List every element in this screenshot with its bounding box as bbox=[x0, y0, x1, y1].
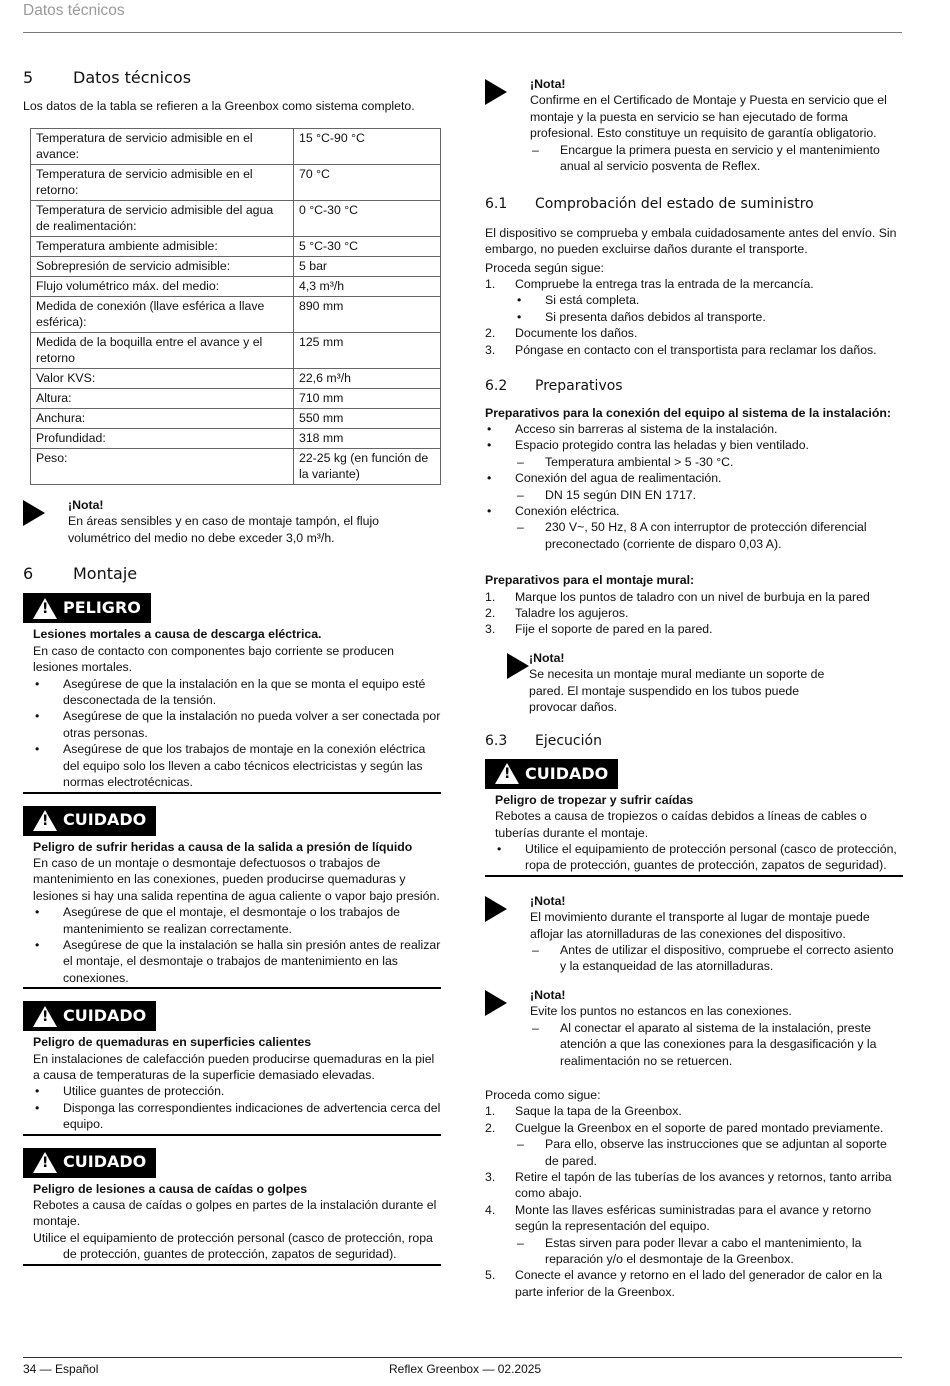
spec-key: Flujo volumétrico máx. del medio: bbox=[31, 276, 294, 296]
steps-list bbox=[485, 589, 903, 638]
spec-key: Medida de la boquilla entre el avance y el retorno bbox=[31, 332, 294, 368]
list-item: • Si presenta daños debidos al transporte. bbox=[517, 309, 766, 324]
warning-triangle-icon bbox=[33, 1152, 57, 1173]
spec-value: 890 mm bbox=[294, 296, 441, 332]
note-text: El movimiento durante el transporte al lugar de montaje puede aflojar las atornilladuras de las conexiones del dispositivo. bbox=[530, 910, 870, 941]
table-row bbox=[31, 388, 441, 408]
section-number: 6.3 bbox=[485, 733, 508, 750]
note-arrow-icon bbox=[485, 79, 507, 105]
warning-caution-hot bbox=[23, 1001, 441, 1135]
warning-title: Lesiones mortales a causa de descarga eléctrica. bbox=[33, 627, 322, 642]
spec-key: Temperatura ambiente admisible: bbox=[31, 236, 294, 256]
section-number: 5 bbox=[23, 68, 34, 87]
spec-value: 70 °C bbox=[294, 164, 441, 200]
warning-caution-falls bbox=[23, 1148, 441, 1266]
list-item: • Asegúrese de que la instalación se halla sin presión antes de realizar el montaje, el desmontaje o trabajos de mantenimiento en las conexiones. bbox=[35, 937, 441, 985]
list-item: • Asegúrese de que la instalación en la que se monta el equipo esté desconectada de la tensión. bbox=[35, 676, 426, 708]
list-item: 2. Cuelgue la Greenbox en el soporte de pared montado previamente. – Para ello, observe las instrucciones que se adjuntan al soporte de pared. bbox=[485, 1120, 903, 1169]
header-rule bbox=[23, 32, 902, 33]
warning-triangle-icon bbox=[33, 1006, 57, 1027]
warning-triangle-icon bbox=[33, 810, 57, 831]
caution-label: ! CUIDADO bbox=[23, 1001, 156, 1031]
warning-triangle-icon bbox=[495, 763, 519, 784]
warning-title: Peligro de quemaduras en superficies calientes bbox=[33, 1035, 312, 1050]
section-number: 6.1 bbox=[485, 196, 508, 213]
page-header-title: Datos técnicos bbox=[23, 2, 125, 19]
spec-value: 710 mm bbox=[294, 388, 441, 408]
note-wall-mount bbox=[507, 650, 837, 716]
section-5-intro: Los datos de la tabla se refieren a la Greenbox como sistema completo. bbox=[23, 99, 415, 114]
footer-rule bbox=[23, 1357, 902, 1358]
warning-text: En caso de un montaje o desmontaje defectuosos o trabajos de mantenimiento en las conexiones, pueden producirse quemaduras y lesiones si hay una salida repentina de agua caliente o vapor bajo presión. bbox=[33, 855, 440, 903]
warning-triangle-icon bbox=[33, 598, 57, 619]
spec-value: 318 mm bbox=[294, 428, 441, 448]
spec-value: 5 bar bbox=[294, 256, 441, 276]
list-item: • Utilice el equipamiento de protección personal (casco de protección, ropa de protección, guantes de protección, zapatos de seguridad). bbox=[497, 842, 897, 873]
warning-title: Peligro de lesiones a causa de caídas o golpes bbox=[33, 1181, 308, 1196]
warning-text-2: Utilice el equipamiento de protección personal (casco de protección, ropa de protección, guantes de protección, zapatos de seguridad). bbox=[33, 1230, 433, 1262]
section-number: 6.2 bbox=[485, 378, 508, 395]
list-item: • Disponga las correspondientes indicaciones de advertencia cerca del equipo. bbox=[35, 1100, 441, 1132]
preparations-list bbox=[485, 421, 903, 552]
warning-bullets bbox=[495, 841, 903, 874]
list-item: • Espacio protegido contra las heladas y bien ventilado. – Temperatura ambiental > 5 -30 °C. bbox=[485, 437, 903, 470]
paragraph: Proceda como sigue: bbox=[485, 1087, 601, 1102]
list-item: 4. Monte las llaves esféricas suministradas para el avance y retorno según la representación del equipo. – Estas sirven para poder llevar a cabo el mantenimiento, la reparación y/o el desmontaje de la Greenbox. bbox=[485, 1202, 903, 1268]
note-transport bbox=[485, 893, 903, 975]
subheading: Preparativos para la conexión del equipo al sistema de la instalación: bbox=[485, 405, 891, 420]
note-leaks bbox=[485, 987, 903, 1069]
steps-list bbox=[485, 1103, 903, 1300]
caution-label: ! CUIDADO bbox=[23, 806, 156, 836]
list-item: • Asegúrese de que los trabajos de montaje en la conexión eléctrica del equipo solo los lleven a cabo técnicos electricistas y según las normas electrotécnicas. bbox=[35, 742, 426, 790]
spec-key: Temperatura de servicio admisible del agua de realimentación: bbox=[31, 200, 294, 236]
table-row bbox=[31, 236, 441, 256]
section-title: Preparativos bbox=[535, 378, 623, 395]
note-text: Se necesita un montaje mural mediante un soporte de pared. El montaje suspendido en los tubos puede provocar daños. bbox=[529, 667, 825, 714]
steps-list bbox=[485, 276, 903, 358]
list-item: 2. Documente los daños. bbox=[485, 326, 638, 341]
warning-text: Rebotes a causa de tropiezos o caídas debidos a líneas de cables o tuberías durante el montaje. bbox=[495, 809, 867, 840]
section-title: Montaje bbox=[73, 564, 138, 584]
list-item: 1. Saque la tapa de la Greenbox. bbox=[485, 1104, 682, 1119]
list-item: 1. Marque los puntos de taladro con un nivel de burbuja en la pared bbox=[485, 589, 870, 604]
caution-label: ! CUIDADO bbox=[485, 759, 618, 789]
note-arrow-icon bbox=[23, 500, 45, 526]
section-title: Ejecución bbox=[535, 733, 602, 750]
spec-key: Medida de conexión (llave esférica a llave esférica): bbox=[31, 296, 294, 332]
table-row bbox=[31, 332, 441, 368]
list-item: – Al conectar el aparato al sistema de la instalación, preste atención a que las conexiones para la desgasificación y la realimentación no se retuercen. bbox=[532, 1020, 877, 1068]
note-text: En áreas sensibles y en caso de montaje tampón, el flujo volumétrico del medio no debe exceder 3,0 m³/h. bbox=[68, 514, 380, 545]
note-certificate bbox=[485, 76, 903, 174]
table-row bbox=[31, 256, 441, 276]
spec-value: 4,3 m³/h bbox=[294, 276, 441, 296]
note-arrow-icon bbox=[485, 990, 507, 1016]
spec-value: 15 °C-90 °C bbox=[294, 128, 441, 164]
list-item: 1. Compruebe la entrega tras la entrada de la mercancía. • Si está completa. • Si presenta daños debidos al transporte. bbox=[485, 276, 903, 325]
table-row bbox=[31, 200, 441, 236]
section-number: 6 bbox=[23, 564, 34, 584]
warning-caution-pressure bbox=[23, 806, 441, 990]
note-title: ¡Nota! bbox=[530, 893, 566, 908]
caution-label: ! CUIDADO bbox=[23, 1148, 156, 1178]
list-item: • Conexión eléctrica. – 230 V~, 50 Hz, 8 A con interruptor de protección diferencial preconectado (corriente de disparo 0,03 A). bbox=[485, 503, 903, 552]
warning-bullets bbox=[33, 1083, 441, 1132]
list-item: – Para ello, observe las instrucciones que se adjuntan al soporte de pared. bbox=[517, 1137, 887, 1168]
list-item: – Antes de utilizar el dispositivo, compruebe el correcto asiento y la estanqueidad de las atornilladuras. bbox=[532, 943, 894, 974]
warning-text: En caso de contacto con componentes bajo corriente se producen lesiones mortales. bbox=[33, 643, 394, 675]
warning-text: Rebotes a causa de caídas o golpes en partes de la instalación durante el montaje. bbox=[33, 1198, 437, 1229]
warning-bullets bbox=[33, 904, 441, 986]
warning-text: En instalaciones de calefacción pueden producirse quemaduras en la piel a causa de temperaturas de la superficie demasiado elevadas. bbox=[33, 1051, 435, 1082]
section-5-heading bbox=[23, 70, 441, 86]
list-item: • Asegúrese de que la instalación no pueda volver a ser conectada por otras personas. bbox=[35, 709, 441, 740]
footer-document-name: Reflex Greenbox — 02.2025 bbox=[389, 1362, 542, 1376]
note-text: Confirme en el Certificado de Montaje y Puesta en servicio que el montaje y la puesta en servicio se han ejecutado de forma profesional. Esto constituye un requisito de garantía obligatorio. bbox=[530, 93, 887, 141]
note-title: ¡Nota! bbox=[529, 650, 565, 665]
list-item: • Utilice guantes de protección. bbox=[35, 1084, 225, 1099]
list-item: – Encargue la primera puesta en servicio y el mantenimiento anual al servicio posventa de Reflex. bbox=[532, 142, 880, 174]
list-item: 3. Retire el tapón de las tuberías de los avances y retornos, tanto arriba como abajo. bbox=[485, 1169, 892, 1201]
footer-page-number: 34 — Español bbox=[23, 1362, 99, 1376]
spec-key: Anchura: bbox=[31, 408, 294, 428]
table-row bbox=[31, 408, 441, 428]
spec-value: 0 °C-30 °C bbox=[294, 200, 441, 236]
warning-caution-trip bbox=[485, 759, 903, 877]
paragraph: Proceda según sigue: bbox=[485, 260, 604, 275]
spec-value: 22-25 kg (en función de la variante) bbox=[294, 448, 441, 484]
list-item: – 230 V~, 50 Hz, 8 A con interruptor de protección diferencial preconectado (corriente de disparo 0,03 A). bbox=[517, 520, 867, 551]
warning-bullets bbox=[33, 676, 441, 791]
section-6-3-heading bbox=[485, 733, 903, 749]
note-title: ¡Nota! bbox=[530, 987, 566, 1002]
danger-label: ! PELIGRO bbox=[23, 593, 151, 623]
specs-table bbox=[30, 128, 441, 485]
section-6-2-heading bbox=[485, 378, 903, 394]
note-title: ¡Nota! bbox=[68, 497, 104, 512]
note-arrow-icon bbox=[507, 653, 529, 679]
section-6-1-heading bbox=[485, 196, 903, 212]
spec-value: 5 °C-30 °C bbox=[294, 236, 441, 256]
warning-title: Peligro de sufrir heridas a causa de la salida a presión de líquido bbox=[33, 839, 413, 854]
list-item: 2. Taladre los agujeros. bbox=[485, 605, 629, 620]
spec-key: Valor KVS: bbox=[31, 368, 294, 388]
table-row bbox=[31, 296, 441, 332]
list-item: • Conexión del agua de realimentación. – DN 15 según DIN EN 1717. bbox=[485, 470, 903, 503]
section-title: Datos técnicos bbox=[73, 68, 192, 87]
paragraph: El dispositivo se comprueba y embala cuidadosamente antes del envío. Sin embargo, no pueden excluirse daños durante el transporte. bbox=[485, 225, 897, 257]
list-item: – Temperatura ambiental > 5 -30 °C. bbox=[517, 454, 734, 469]
note-text: Evite los puntos no estancos en las conexiones. bbox=[530, 1004, 792, 1019]
list-item: • Asegúrese de que el montaje, el desmontaje o los trabajos de mantenimiento se realizan correctamente. bbox=[35, 905, 401, 936]
list-item: – DN 15 según DIN EN 1717. bbox=[517, 487, 697, 502]
spec-key: Temperatura de servicio admisible en el retorno: bbox=[31, 164, 294, 200]
spec-key: Sobrepresión de servicio admisible: bbox=[31, 256, 294, 276]
right-column bbox=[485, 76, 903, 1300]
section-6-heading bbox=[23, 566, 441, 582]
table-row bbox=[31, 164, 441, 200]
warning-title: Peligro de tropezar y sufrir caídas bbox=[495, 792, 694, 807]
section-title: Comprobación del estado de suministro bbox=[535, 196, 814, 213]
spec-value: 125 mm bbox=[294, 332, 441, 368]
list-item: • Si está completa. bbox=[517, 293, 640, 308]
note-title: ¡Nota! bbox=[530, 77, 566, 91]
table-row bbox=[31, 368, 441, 388]
warning-danger-electric bbox=[23, 593, 441, 793]
spec-key: Temperatura de servicio admisible en el avance: bbox=[31, 128, 294, 164]
list-item: – Estas sirven para poder llevar a cabo el mantenimiento, la reparación y/o el desmontaje de la Greenbox. bbox=[517, 1235, 862, 1266]
spec-key: Altura: bbox=[31, 388, 294, 408]
note-arrow-icon bbox=[485, 896, 507, 922]
list-item: 3. Fije el soporte de pared en la pared. bbox=[485, 622, 713, 637]
list-item: 3. Póngase en contacto con el transportista para reclamar los daños. bbox=[485, 342, 877, 357]
note-flow bbox=[23, 497, 441, 546]
left-column bbox=[23, 70, 441, 1266]
spec-value: 22,6 m³/h bbox=[294, 368, 441, 388]
list-item: 5. Conecte el avance y retorno en el lado del generador de calor en la parte inferior de la Greenbox. bbox=[485, 1268, 883, 1299]
table-row bbox=[31, 448, 441, 484]
subheading: Preparativos para el montaje mural: bbox=[485, 573, 695, 588]
spec-value: 550 mm bbox=[294, 408, 441, 428]
spec-key: Profundidad: bbox=[31, 428, 294, 448]
table-row bbox=[31, 128, 441, 164]
spec-key: Peso: bbox=[31, 448, 294, 484]
table-row bbox=[31, 276, 441, 296]
list-item: • Acceso sin barreras al sistema de la instalación. bbox=[487, 421, 778, 436]
table-row bbox=[31, 428, 441, 448]
